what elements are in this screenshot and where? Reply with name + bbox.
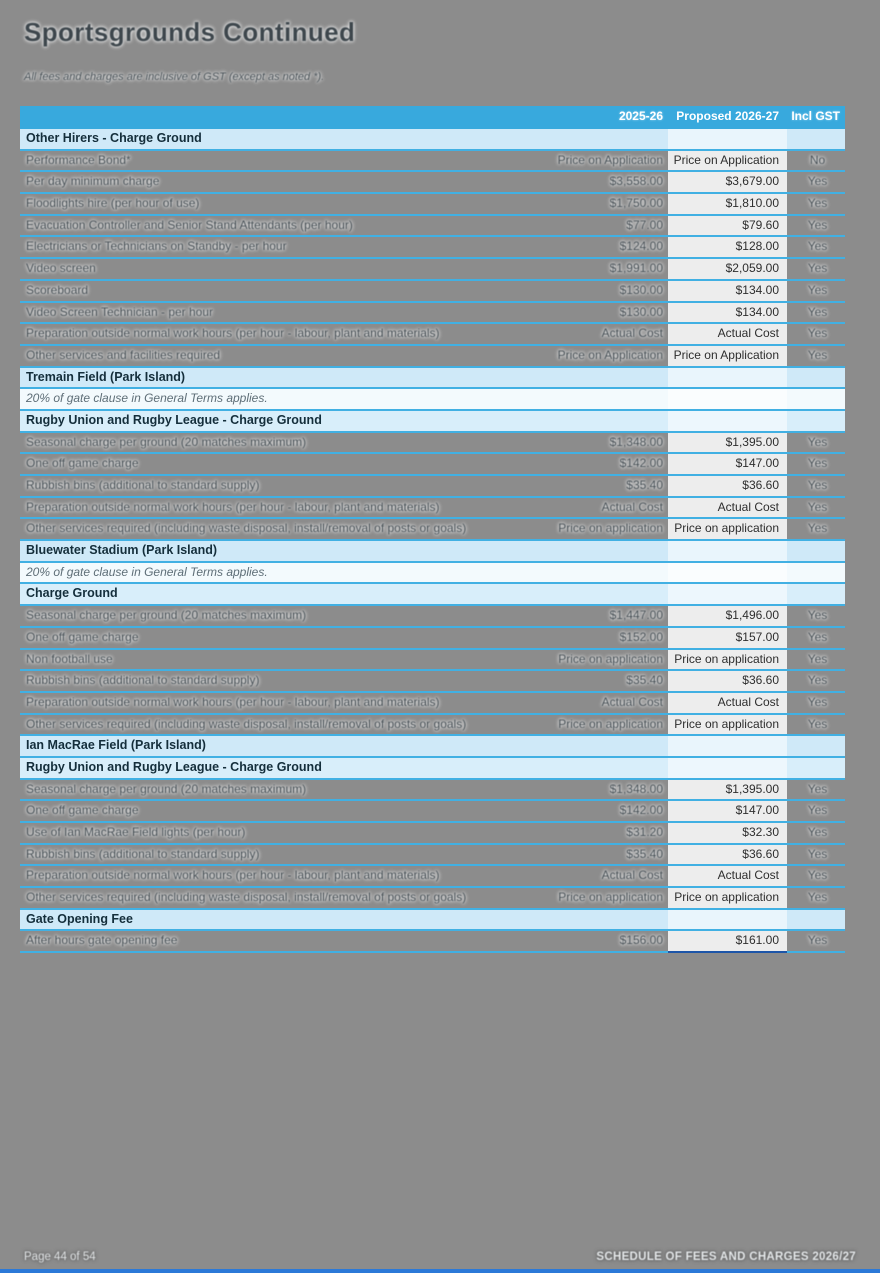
fee-label: Seasonal charge per ground (20 matches maximum) [26,608,307,623]
gst-column-strip [790,411,845,431]
fee-gst-value: Yes [807,217,828,232]
fee-label: Non football use [26,651,113,666]
fee-proposed-value: $79.60 [668,216,787,236]
fee-label: Other services required (including waste disposal, install/removal of posts or goals) [26,716,467,731]
footer-page-number: Page 44 of 54 [24,1251,96,1263]
fee-label: Performance Bond* [26,152,131,167]
fee-label: Evacuation Controller and Senior Stand Attendants (per hour) [26,217,353,232]
fee-gst-value: Yes [807,781,828,796]
section-header-row [20,129,845,151]
fee-prev-value: $77.00 [626,217,663,232]
fee-prev-value: Price on application [558,716,663,731]
page-subtitle: All fees and charges are inclusive of GST (except as noted *). [24,71,325,83]
col-header-item [20,106,545,127]
fee-gst-value: Yes [807,261,828,276]
fee-proposed-value: Price on application [668,519,787,539]
proposed-column-strip [668,129,787,149]
fee-prev-value: Actual Cost [601,868,663,883]
fee-gst-value: Yes [807,694,828,709]
fee-gst-value: Yes [807,239,828,254]
gst-column-strip [790,736,845,756]
section-header-row-label: Tremain Field (Park Island) [26,369,186,384]
fee-label: Rubbish bins (additional to standard supply) [26,846,260,861]
fee-row [20,801,845,823]
fee-proposed-value: Actual Cost [668,693,787,713]
fee-proposed-value: Price on application [668,888,787,908]
fee-gst-value: Yes [807,456,828,471]
proposed-column-strip [668,389,787,409]
fee-prev-value: Price on application [558,651,663,666]
fee-label: Seasonal charge per ground (20 matches maximum) [26,781,307,796]
fee-proposed-value: $1,810.00 [668,194,787,214]
fee-prev-value: $142.00 [619,803,663,818]
fee-prev-value: $1,447.00 [609,608,663,623]
fee-gst-value: Yes [807,651,828,666]
fee-gst-value: Yes [807,326,828,341]
gst-column-strip [790,910,845,930]
fee-prev-value: Price on application [558,890,663,905]
fee-gst-value: Yes [807,304,828,319]
fee-row [20,650,845,672]
fee-row [20,715,845,737]
fee-gst-value: Yes [807,846,828,861]
fee-gst-value: Yes [807,825,828,839]
fee-row [20,823,845,845]
fee-gst-value: Yes [807,174,828,189]
gst-column-strip [790,758,845,778]
fee-row [20,628,845,650]
bottom-accent-bar [0,1269,880,1273]
table-header-row [20,106,845,129]
fee-label: Floodlights hire (per hour of use) [26,196,200,211]
fee-row [20,346,845,368]
fee-proposed-value: $134.00 [668,303,787,323]
fee-label: Preparation outside normal work hours (per hour - labour, plant and materials) [26,326,440,341]
fee-row [20,216,845,238]
fee-row [20,866,845,888]
fee-gst-value: Yes [807,803,828,818]
proposed-column-strip [668,368,787,388]
fee-row [20,259,845,281]
page-title: Sportsgrounds Continued [24,17,356,47]
fee-label: Other services and facilities required [26,347,221,362]
fee-row [20,498,845,520]
fee-gst-value: Yes [807,716,828,731]
fee-proposed-value: Price on application [668,715,787,735]
fee-gst-value: Yes [807,629,828,644]
fee-label: Video Screen Technician - per hour [26,304,214,319]
fee-gst-value: Yes [807,196,828,211]
fee-row [20,606,845,628]
section-note-row-label: 20% of gate clause in General Terms applies. [26,564,268,579]
section-note-row [20,389,845,411]
gst-column-strip [790,541,845,561]
section-header-row-label: Gate Opening Fee [26,911,133,926]
col-header-incl-gst: Incl GST [791,109,840,123]
fee-proposed-value: $36.60 [668,845,787,865]
gst-column-strip [790,389,845,409]
fee-gst-value: Yes [807,347,828,362]
fee-row [20,693,845,715]
fee-proposed-value: $147.00 [668,454,787,474]
fee-prev-value: $156.00 [619,933,663,948]
section-header-row [20,541,845,563]
fee-gst-value: Yes [807,933,828,948]
proposed-column-strip [668,584,787,604]
fee-proposed-value: $1,395.00 [668,780,787,800]
fee-proposed-value: $3,679.00 [668,172,787,192]
fee-prev-value: $142.00 [619,456,663,471]
fee-gst-value: Yes [807,608,828,623]
fee-proposed-value: Price on application [668,650,787,670]
fee-proposed-value: $161.00 [668,931,787,951]
section-header-row [20,368,845,390]
fee-label: Use of Ian MacRae Field lights (per hour) [26,825,246,839]
fee-proposed-value: $134.00 [668,281,787,301]
fee-proposed-value: $128.00 [668,237,787,257]
gst-column-strip [790,563,845,583]
fee-proposed-value: Price on Application [668,151,787,171]
page-footer [24,1251,856,1263]
fee-prev-value: $3,558.00 [609,174,663,189]
fee-label: Rubbish bins (additional to standard supply) [26,478,260,492]
fee-row [20,476,845,498]
fee-prev-value: Price on application [558,521,663,536]
fee-prev-value: $1,991.00 [609,261,663,276]
fee-prev-value: $35.40 [626,478,663,492]
fee-label: Other services required (including waste disposal, install/removal of posts or goals) [26,890,467,905]
fee-row [20,194,845,216]
col-header-proposed: Proposed 2026-27 [676,109,779,123]
fee-label: Rubbish bins (additional to standard supply) [26,673,260,688]
fee-prev-value: Actual Cost [601,326,663,341]
fee-proposed-value: Actual Cost [668,498,787,518]
fee-proposed-value: $36.60 [668,476,787,496]
fee-label: Preparation outside normal work hours (per hour - labour, plant and materials) [26,868,440,883]
fee-row [20,433,845,455]
fee-label: Scoreboard [26,282,89,297]
fee-label: Per day minimum charge [26,174,160,189]
section-subheader-row-label: Rugby Union and Rugby League - Charge Ground [26,412,322,427]
fee-gst-value: Yes [807,499,828,514]
fee-label: One off game charge [26,629,139,644]
section-subheader-row [20,411,845,433]
proposed-column-strip [668,758,787,778]
fee-proposed-value: $147.00 [668,801,787,821]
fee-gst-value: Yes [807,282,828,297]
section-note-row-label: 20% of gate clause in General Terms applies. [26,391,268,406]
fee-prev-value: Actual Cost [601,694,663,709]
gst-column-strip [790,129,845,149]
proposed-column-strip [668,541,787,561]
fee-row [20,151,845,173]
fee-proposed-value: $2,059.00 [668,259,787,279]
fee-row [20,303,845,325]
fee-label: One off game charge [26,456,139,471]
fee-row [20,845,845,867]
fee-label: Other services required (including waste disposal, install/removal of posts or goals) [26,521,467,536]
section-header-row-label: Ian MacRae Field (Park Island) [26,738,206,753]
fee-proposed-value: $1,395.00 [668,433,787,453]
fee-prev-value: Price on Application [557,152,663,167]
gst-column-strip [790,584,845,604]
fee-row [20,172,845,194]
fee-proposed-value: Price on Application [668,346,787,366]
section-header-row [20,736,845,758]
fee-label: Seasonal charge per ground (20 matches maximum) [26,434,307,449]
fees-table-body [20,129,845,953]
fee-gst-value: Yes [807,434,828,449]
proposed-column-strip [668,563,787,583]
fee-prev-value: $124.00 [619,239,663,254]
section-header-row-label: Bluewater Stadium (Park Island) [26,543,218,558]
section-header-row-label: Other Hirers - Charge Ground [26,131,202,145]
fee-label: Preparation outside normal work hours (per hour - labour, plant and materials) [26,694,440,709]
fee-gst-value: Yes [807,868,828,883]
fee-proposed-value: Actual Cost [668,324,787,344]
fee-prev-value: $1,348.00 [609,781,663,796]
section-subheader-row-label: Charge Ground [26,586,118,601]
fee-prev-value: Price on Application [557,347,663,362]
proposed-column-strip [668,910,787,930]
fee-prev-value: $1,750.00 [609,196,663,211]
fee-label: Video screen [26,261,96,276]
fee-gst-value: Yes [807,890,828,905]
section-subheader-row-label: Rugby Union and Rugby League - Charge Ground [26,759,322,774]
fee-label: Electricians or Technicians on Standby - per hour [26,239,287,254]
section-note-row [20,563,845,585]
fee-prev-value: $35.40 [626,846,663,861]
fee-row [20,454,845,476]
fee-gst-value: Yes [807,673,828,688]
fee-row [20,237,845,259]
gst-column-strip [790,368,845,388]
fee-row [20,931,845,953]
fee-proposed-value: $1,496.00 [668,606,787,626]
fee-prev-value: $1,348.00 [609,434,663,449]
fee-gst-value: No [809,152,826,167]
fee-prev-value: Actual Cost [601,499,663,514]
fee-proposed-value: $32.30 [668,823,787,843]
fee-row [20,281,845,303]
fee-row [20,324,845,346]
fee-prev-value: $152.00 [619,629,663,644]
fee-row [20,888,845,910]
col-header-2025-26: 2025-26 [618,109,663,123]
section-subheader-row [20,758,845,780]
fee-gst-value: Yes [807,521,828,536]
fee-prev-value: $130.00 [619,304,663,319]
fee-proposed-value: $157.00 [668,628,787,648]
fee-proposed-value: Actual Cost [668,866,787,886]
fee-prev-value: $35.40 [626,673,663,688]
fee-proposed-value: $36.60 [668,671,787,691]
section-header-row [20,910,845,932]
fee-label: One off game charge [26,803,139,818]
fee-row [20,780,845,802]
fees-table [20,106,845,953]
fee-label: Preparation outside normal work hours (per hour - labour, plant and materials) [26,499,440,514]
fee-row [20,519,845,541]
proposed-column-strip [668,411,787,431]
fee-label: After hours gate opening fee [26,933,178,948]
fee-gst-value: Yes [807,478,828,492]
fee-prev-value: $130.00 [619,282,663,297]
footer-doc-title: SCHEDULE OF FEES AND CHARGES 2026/27 [596,1251,856,1263]
proposed-column-strip [668,736,787,756]
section-subheader-row [20,584,845,606]
fee-prev-value: $31.20 [626,825,663,839]
fee-row [20,671,845,693]
